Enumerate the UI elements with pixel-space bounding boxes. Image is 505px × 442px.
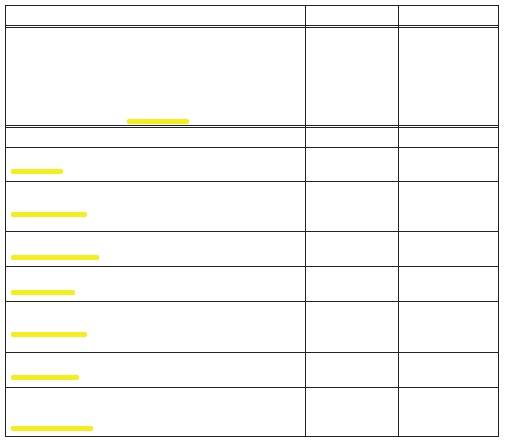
subheader-method (15, 130, 49, 144)
subheader-rule (5, 147, 499, 148)
group-rule (5, 352, 499, 353)
table-bottom-rule (5, 436, 499, 437)
group-highlight (11, 332, 87, 337)
group-rule (5, 387, 499, 388)
group-highlight (11, 169, 63, 174)
column-rule-cifar100 (398, 5, 399, 437)
group-highlight (11, 426, 93, 431)
header-rule-double (5, 27, 499, 28)
table-right-border (498, 5, 499, 437)
table-top-rule (5, 5, 499, 6)
subheader-method-label (15, 130, 49, 144)
group-highlight (11, 255, 99, 260)
group-rule (5, 301, 499, 302)
column-rule-cifar10 (305, 5, 306, 437)
group-rule (5, 266, 499, 267)
section-rule-double (5, 127, 499, 128)
header-rule (5, 25, 499, 26)
group-highlight (11, 290, 75, 295)
results-table (5, 5, 499, 437)
section-rule (5, 125, 499, 126)
group-highlight (11, 375, 79, 380)
table-left-border (5, 5, 6, 437)
group-rule (5, 181, 499, 182)
group-highlight (11, 212, 87, 217)
group-rule (5, 231, 499, 232)
elu-highlight (127, 119, 189, 124)
